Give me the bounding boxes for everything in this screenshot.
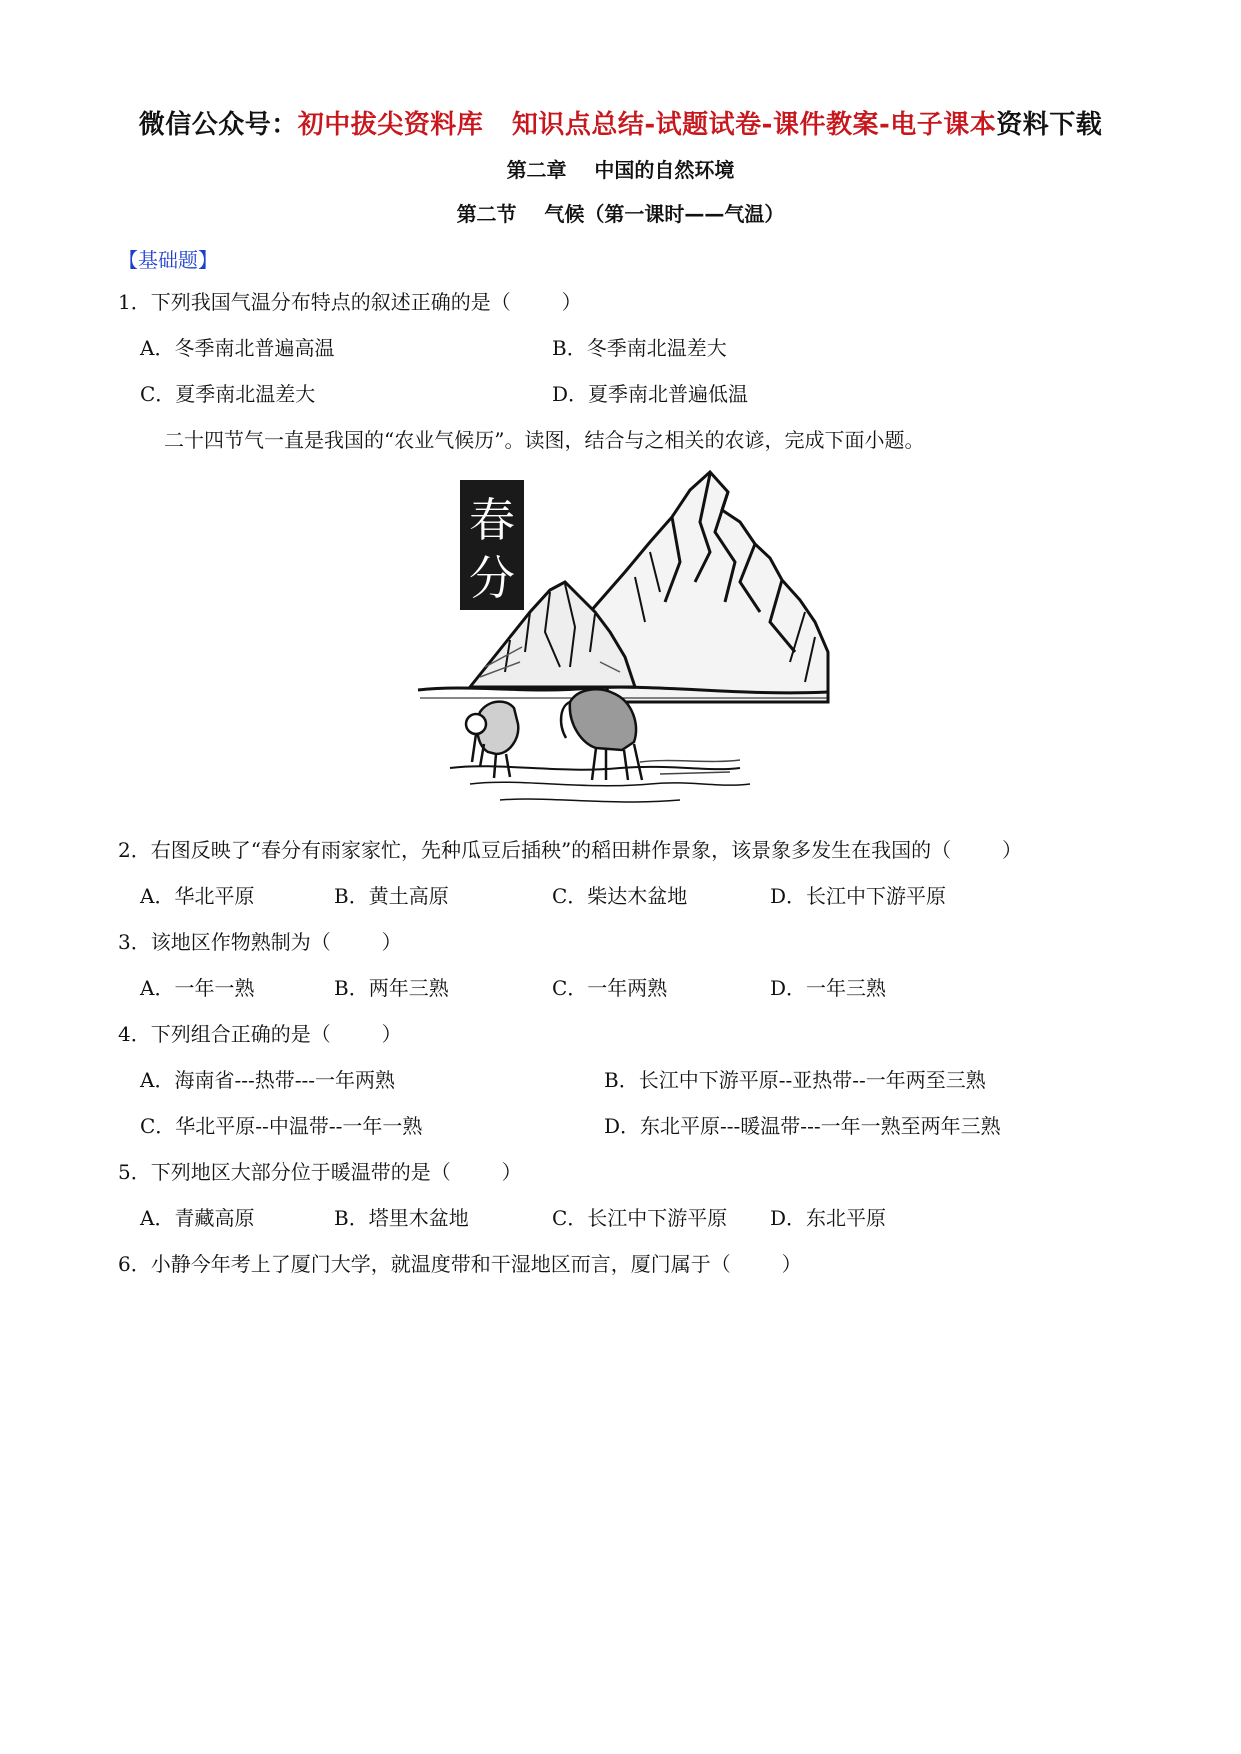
q1-option-b: B．冬季南北温差大 — [552, 336, 727, 360]
q5-option-a: A．青藏高原 — [140, 1206, 255, 1230]
q1-option-c: C．夏季南北温差大 — [140, 382, 316, 406]
q5-option-b: B．塔里木盆地 — [334, 1206, 469, 1230]
q5-option-c: C．长江中下游平原 — [552, 1206, 728, 1230]
q1-option-a: A．冬季南北普遍高温 — [140, 336, 335, 360]
q3-option-d: D．一年三熟 — [770, 976, 887, 1000]
intro-text: 二十四节气一直是我国的“农业气候历”。读图，结合与之相关的农谚，完成下面小题。 — [164, 428, 925, 452]
question-2-stem: 2．右图反映了“春分有雨家家忙，先种瓜豆后插秧”的稻田耕作景象，该景象多发生在我国的（ ） — [118, 838, 1023, 862]
question-3-stem: 3．该地区作物熟制为（ ） — [118, 930, 402, 954]
q2-option-d: D．长江中下游平原 — [770, 884, 947, 908]
q1-option-d: D．夏季南北普遍低温 — [552, 382, 749, 406]
banner-prefix: 微信公众号： — [138, 110, 298, 140]
question-5-stem: 5．下列地区大部分位于暖温带的是（ ） — [118, 1160, 522, 1184]
q4-option-c: C．华北平原--中温带--一年一熟 — [140, 1114, 423, 1138]
q4-option-b: B．长江中下游平原--亚热带--一年两至三熟 — [604, 1068, 986, 1092]
banner-suffix: 资料下载 — [996, 110, 1103, 140]
caption-char-2: 分 — [469, 551, 515, 605]
q2-option-b: B．黄土高原 — [334, 884, 449, 908]
q4-option-a: A．海南省---热带---一年两熟 — [140, 1068, 395, 1092]
caption-char-1: 春 — [469, 493, 515, 547]
chapter-title: 第二章 中国的自然环境 — [506, 158, 735, 182]
spring-equinox-illustration — [410, 462, 840, 822]
q3-option-b: B．两年三熟 — [334, 976, 449, 1000]
question-4-stem: 4．下列组合正确的是（ ） — [118, 1022, 402, 1046]
q3-option-a: A．一年一熟 — [140, 976, 255, 1000]
q5-option-d: D．东北平原 — [770, 1206, 887, 1230]
q3-option-c: C．一年两熟 — [552, 976, 668, 1000]
question-6-stem: 6．小静今年考上了厦门大学，就温度带和干湿地区而言，厦门属于（ ） — [118, 1252, 802, 1276]
header-banner — [0, 104, 1241, 141]
question-1-stem: 1．下列我国气温分布特点的叙述正确的是（ ） — [118, 290, 582, 314]
q4-option-d: D．东北平原---暖温带---一年一熟至两年三熟 — [604, 1114, 1001, 1138]
section-title: 第二节 气候（第一课时——气温） — [456, 202, 785, 226]
banner-highlight: 初中拔尖资料库 知识点总结-试题试卷-课件教案-电子课本 — [297, 110, 997, 140]
q2-option-a: A．华北平原 — [140, 884, 255, 908]
q2-option-c: C．柴达木盆地 — [552, 884, 688, 908]
section-tag: 【基础题】 — [118, 248, 218, 272]
